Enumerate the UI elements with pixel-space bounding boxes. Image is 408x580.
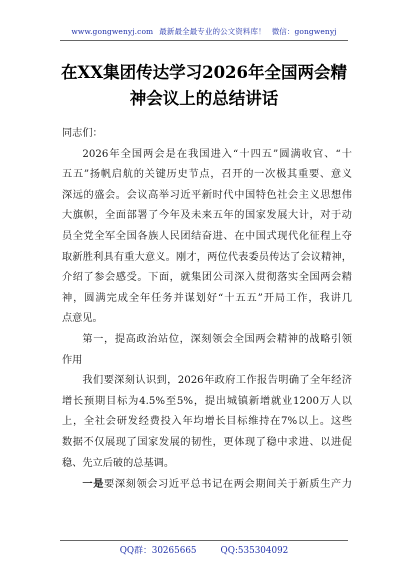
header-divider — [60, 40, 348, 41]
section-heading-1 — [62, 330, 352, 371]
text-line: 取新胜利具有重大意义。刚才，两位代表委员传达了会议精神， — [62, 251, 352, 263]
text-line: 介绍了参会感受。下面，就集团公司深入贯彻落实全国两会精 — [62, 272, 352, 284]
footer-divider — [60, 540, 348, 541]
text-line: 上，全社会研发经费投入年均增长目标维持在7%以上。这些 — [62, 416, 352, 428]
text-line: 点意见。 — [62, 313, 103, 325]
title-line-1: 在XX集团传达学习2026年全国两会精 — [60, 63, 348, 82]
text-line: 作用 — [62, 354, 83, 366]
paragraph-intro — [62, 145, 352, 330]
text-line: 数据不仅展现了国家发展的韧性，更体现了稳中求进、以进促 — [62, 436, 352, 448]
text-line — [62, 474, 352, 496]
point-lead: 一是 — [82, 478, 105, 491]
text-line: 增长预期目标为4.5%至5%，提出城镇新增就业1200万人以 — [62, 395, 352, 407]
text-line: 神，圆满完成全年任务并谋划好“十五五”开局工作，我讲几 — [62, 292, 352, 304]
text-line: 我们要深刻认识到，2026年政府工作报告明确了全年经济 — [82, 375, 352, 387]
header-wechat: 微信：gongwenyj — [271, 27, 337, 36]
text-line: 大旗帜，全面部署了今年及未来五年的国家发展大计，对于动 — [62, 210, 352, 222]
paragraph-point-1 — [62, 474, 352, 496]
page-header — [0, 26, 408, 37]
header-site[interactable]: www.gongwenyj.com — [71, 27, 154, 36]
footer-qq-group: QQ群：30265665 — [119, 546, 197, 556]
paragraph-data — [62, 371, 352, 474]
page-footer — [0, 543, 408, 556]
text-line: 2026年全国两会是在我国进入“十四五”圆满收官、“十 — [82, 148, 352, 160]
document-body — [62, 124, 352, 496]
point-text: 要深刻领会习近平总书记在两会期间关于新质生产力 — [104, 479, 353, 491]
text-line: 员全党全军全国各族人民团结奋进、在中国式现代化征程上夺 — [62, 230, 352, 242]
text-line: 稳、先立后破的总基调。 — [62, 457, 175, 469]
footer-qq: QQ:535304092 — [220, 546, 289, 556]
header-slogan: 最新最全最专业的公文资料库！ — [159, 27, 266, 36]
document-title — [40, 60, 368, 112]
title-line-2: 神会议上的总结讲话 — [129, 89, 279, 108]
text-line: 深远的盛会。会议高举习近平新时代中国特色社会主义思想伟 — [62, 189, 352, 201]
text-line: 第一，提高政治站位，深刻领会全国两会精神的战略引领 — [82, 333, 352, 345]
text-line: 五五”扬帆启航的关键历史节点，召开的一次极其重要、意义 — [62, 169, 352, 181]
salutation: 同志们： — [62, 128, 103, 139]
